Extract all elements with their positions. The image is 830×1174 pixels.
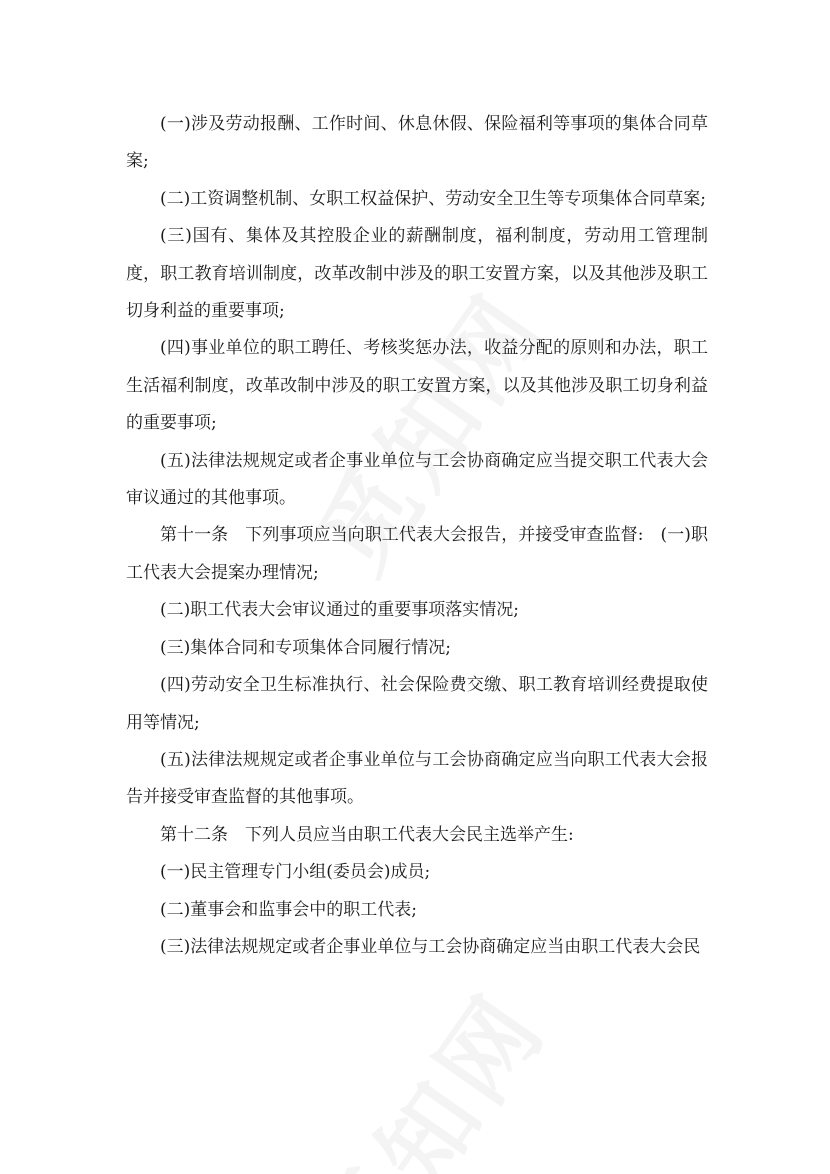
article-11: 第十一条 下列事项应当向职工代表大会报告，并接受审查监督: (一)职工代表大会提案办理情况;: [126, 525, 708, 583]
document-body: [126, 106, 708, 966]
paragraph: (一)涉及劳动报酬、工作时间、休息休假、保险福利等事项的集体合同草案;: [126, 114, 708, 172]
paragraph: (五)法律法规规定或者企事业单位与工会协商确定应当提交职工代表大会审议通过的其他事项。: [126, 450, 708, 509]
paragraph: (二)董事会和监事会中的职工代表;: [160, 899, 417, 920]
paragraph: (三)法律法规规定或者企事业单位与工会协商确定应当由职工代表大会民: [160, 936, 701, 957]
paragraph: (四)事业单位的职工聘任、考核奖惩办法，收益分配的原则和办法，职工生活福利制度，改革改制中涉及的职工安置方案，以及其他涉及职工切身利益的重要事项;: [126, 338, 708, 434]
paragraph: (二)工资调整机制、女职工权益保护、劳动安全卫生等专项集体合同草案;: [160, 188, 706, 209]
article-12: 第十二条 下列人员应当由职工代表大会民主选举产生:: [160, 824, 574, 845]
paragraph: (三)国有、集体及其控股企业的薪酬制度，福利制度，劳动用工管理制度，职工教育培训制度，改革改制中涉及的职工安置方案，以及其他涉及职工切身利益的重要事项;: [126, 226, 708, 322]
paragraph: (四)劳动安全卫生标准执行、社会保险费交缴、职工教育培训经费提取使用等情况;: [126, 675, 708, 733]
paragraph: (三)集体合同和专项集体合同履行情况;: [160, 637, 451, 658]
paragraph: (一)民主管理专门小组(委员会)成员;: [160, 862, 431, 883]
paragraph: (二)职工代表大会审议通过的重要事项落实情况;: [160, 600, 519, 621]
paragraph: (五)法律法规规定或者企事业单位与工会协商确定应当向职工代表大会报告并接受审查监督的其他事项。: [126, 749, 708, 808]
watermark: [280, 961, 571, 1174]
